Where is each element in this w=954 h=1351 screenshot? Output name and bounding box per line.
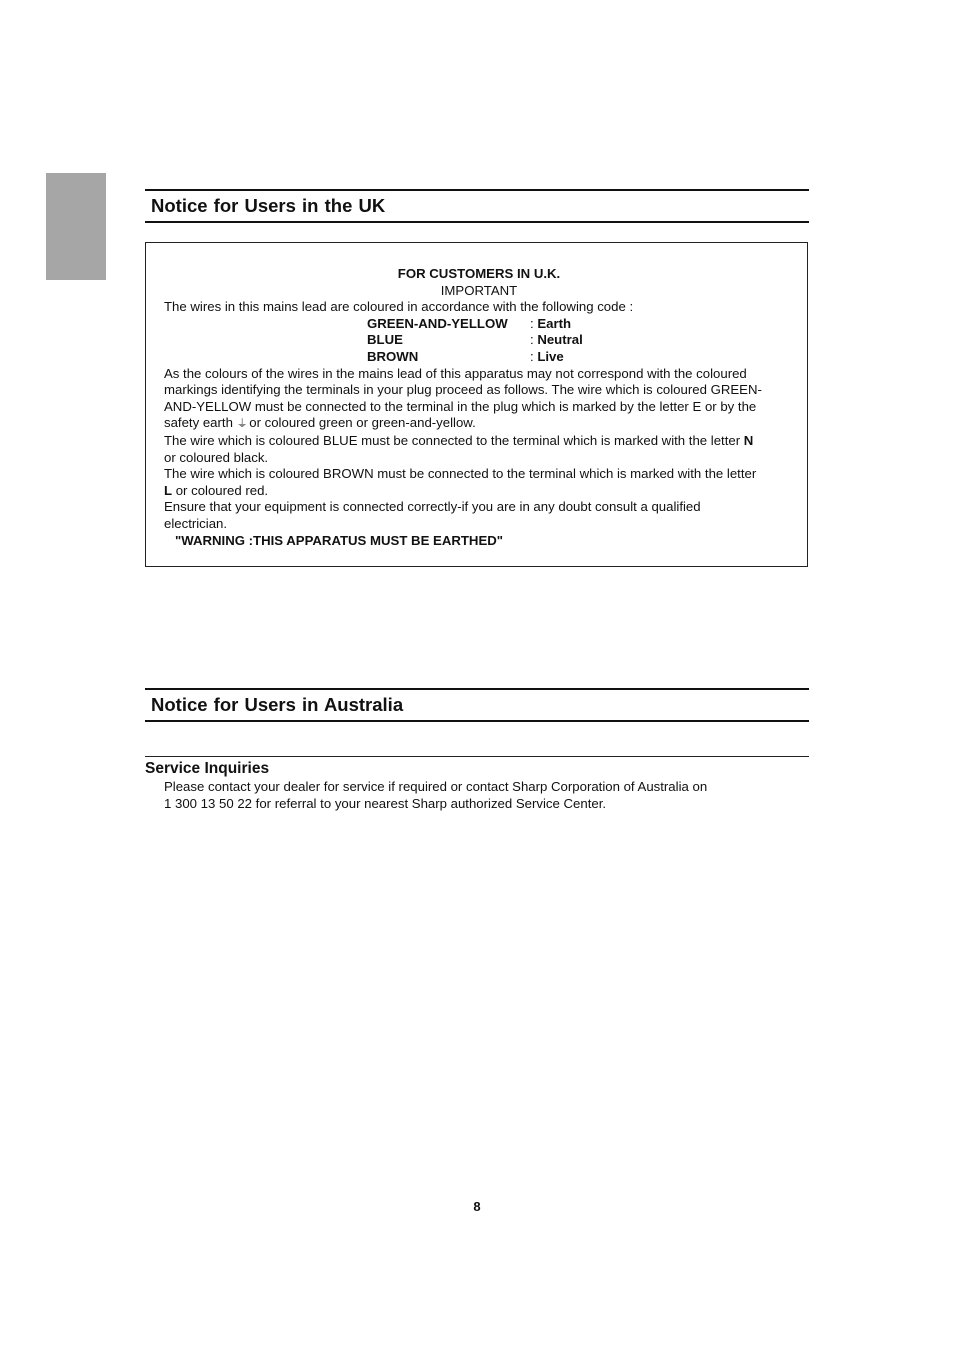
uk-section-title: Notice for Users in the UK [151,195,386,216]
wire-color: GREEN-AND-YELLOW [367,315,508,331]
notice-heading: FOR CUSTOMERS IN U.K. [397,266,561,281]
australia-section-header [145,688,809,722]
paragraph-blue-wire [164,433,794,466]
notice-intro: The wires in this mains lead are coloured in accordance with the following code : [164,299,634,315]
text-line: markings identifying the terminals in your plug proceed as follows. The wire which is coloured GREEN- [164,382,762,398]
paragraph-colour-mismatch [164,366,794,433]
text-line: As the colours of the wires in the mains lead of this apparatus may not correspond with the coloured [164,365,747,381]
text-line: Ensure that your equipment is connected correctly-if you are in any doubt consult a qualified [164,499,701,515]
page-number: 8 [473,1199,481,1214]
text-line: L or coloured red. [164,482,269,498]
wire-meaning: : Earth [530,315,572,331]
divider [145,756,809,757]
earthed-warning: "WARNING :THIS APPARATUS MUST BE EARTHED" [175,532,504,548]
uk-section-header [145,189,809,223]
wire-code-row [164,316,794,333]
earth-icon: ⏚ [236,418,248,431]
service-inquiries-text [164,779,804,813]
text-line: The wire which is coloured BLUE must be connected to the terminal which is marked with the letter N [164,432,754,448]
text-line: AND-YELLOW must be connected to the terminal in the plug which is marked by the letter E or by the [164,398,757,414]
wire-meaning: : Neutral [530,332,583,348]
text-line: safety earth ⏚ or coloured green or green-and-yellow. [164,415,794,433]
uk-notice-box [145,242,808,567]
wire-color: BLUE [367,332,403,348]
paragraph-ensure [164,499,794,532]
text-line: Please contact your dealer for service if required or contact Sharp Corporation of Australia on [164,779,708,794]
notice-subheading: IMPORTANT [440,282,518,298]
paragraph-brown-wire [164,466,794,499]
wire-code-row [164,349,794,366]
australia-section-title: Notice for Users in Australia [151,694,404,715]
wire-meaning: : Live [530,348,564,364]
text-line: The wire which is coloured BROWN must be connected to the terminal which is marked with the letter [164,466,757,482]
service-inquiries-heading: Service Inquiries [145,760,270,777]
text-line: 1 300 13 50 22 for referral to your nearest Sharp authorized Service Center. [164,795,607,811]
wire-color: BROWN [367,348,419,364]
wire-code-row [164,332,794,349]
uk-notice-content [164,266,794,549]
text-line: or coloured black. [164,449,269,465]
text-line: electrician. [164,515,228,531]
side-tab-marker [46,173,106,280]
